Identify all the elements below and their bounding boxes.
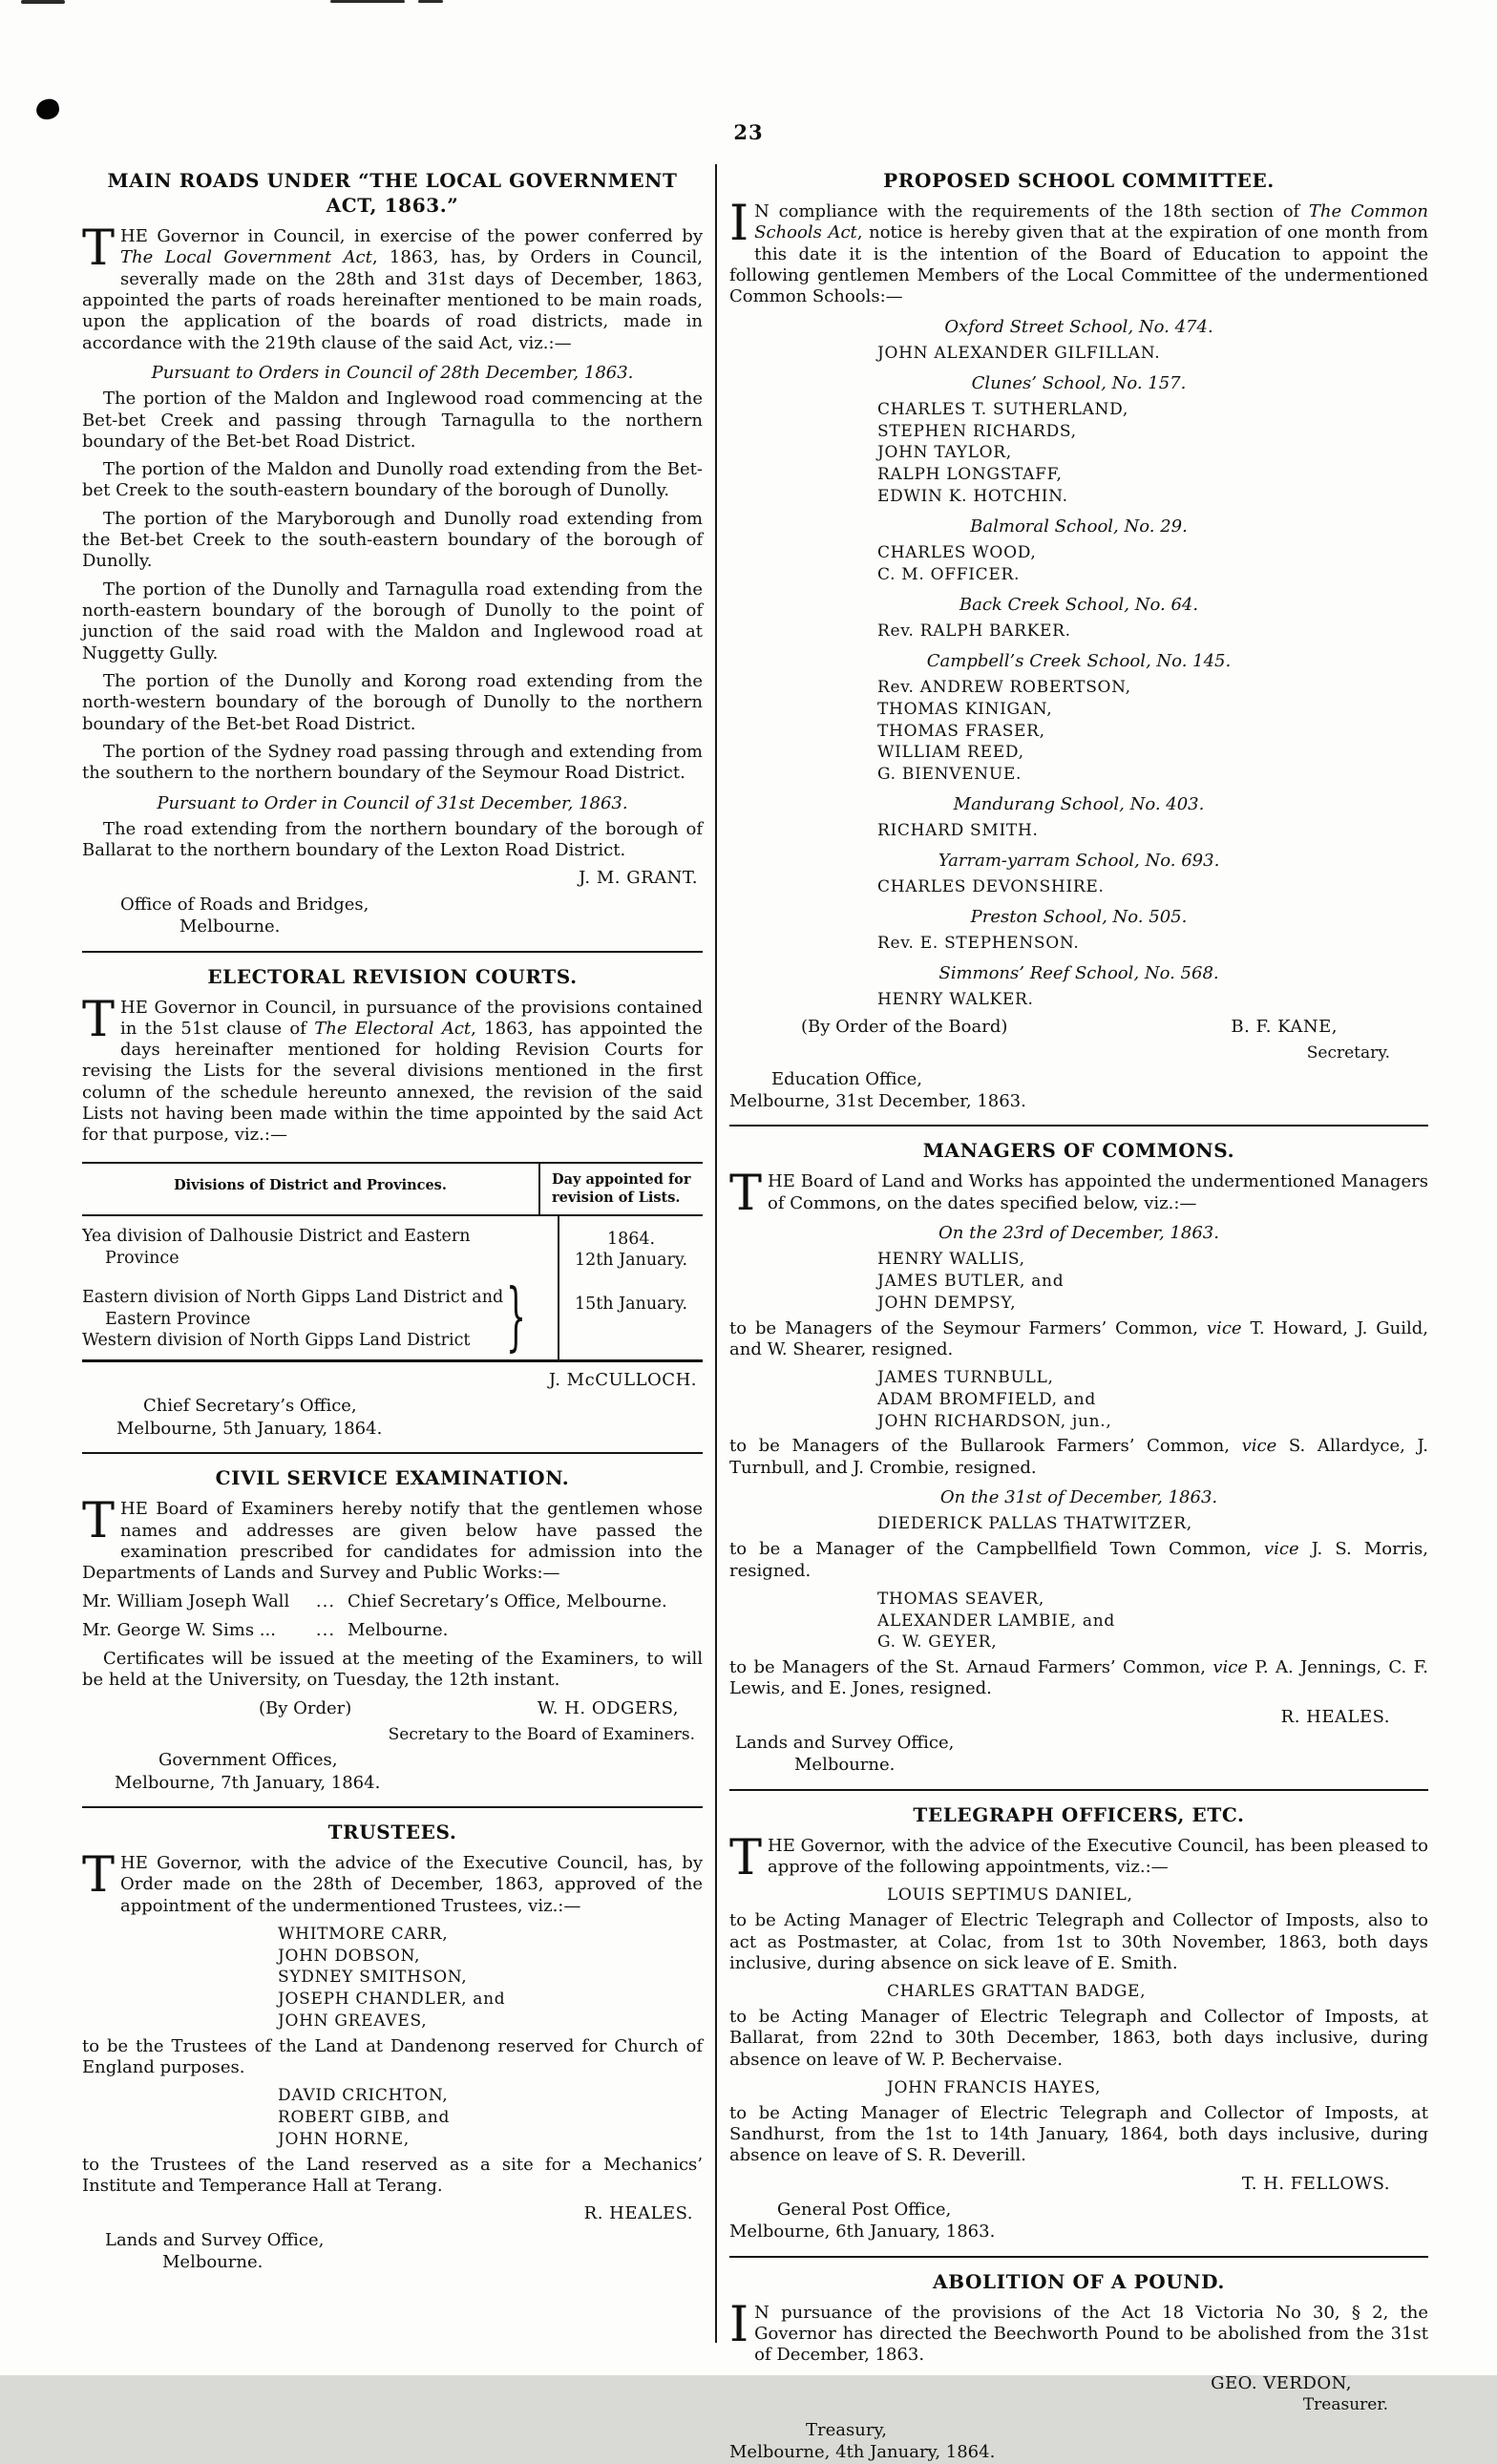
paragraph [729, 1829, 1428, 1886]
section-heading: TRUSTEES. [327, 1820, 457, 1843]
dropcap-initial: T [82, 991, 116, 1048]
by-order-line [729, 1017, 1428, 1038]
section-heading: ABOLITION OF A POUND. [933, 2269, 1225, 2293]
names-list [82, 2085, 703, 2150]
address-line: Melbourne. [162, 2251, 264, 2272]
paragraph-text: HE Governor in Council, in pursuance of the provisions contained in the 51st clause of The Electoral Act, 1863, has appointed the days hereinafter mentioned for holding Revision Courts for revising the Lists for the several divisions mentioned in the first column of the schedule hereunto annexed, the revision of the said Lists not having been made within the time appointed by the said Act for that purpose, viz.:— [82, 997, 703, 1146]
name: C. M. OFFICER. [877, 564, 1021, 584]
signature [82, 1370, 703, 1391]
italic-subheading: Balmoral School, No. 29. [970, 516, 1188, 537]
dot-leaders: ... [315, 1590, 336, 1611]
division-text: Eastern division of North Gipps Land District and Eastern Province [82, 1287, 504, 1329]
page-number: 23 [733, 120, 764, 144]
exam-candidate-row [82, 1591, 703, 1612]
paragraph: to be Acting Manager of Electric Telegraph and Collector of Imposts, also to act as Postmaster, at Colac, from 1st to 30th November, 1863, both days inclusive, during absence on sick leave of E. Smith. [729, 1910, 1428, 1973]
italic-subheading: Preston School, No. 505. [970, 907, 1188, 927]
signature-role: Treasurer. [1302, 2394, 1388, 2414]
italic-text: vice [1263, 1539, 1299, 1560]
brace-icon: } [505, 1274, 526, 1362]
section-divider [82, 951, 703, 953]
names-list [729, 542, 1428, 586]
dropcap-initial: T [82, 221, 116, 277]
name: CHARLES DEVONSHIRE. [877, 877, 1105, 897]
italic-subheading: On the 23rd of December, 1863. [938, 1222, 1219, 1243]
name: SYDNEY SMITHSON, [278, 1968, 468, 1988]
name: JOHN DEMPSY, [877, 1293, 1017, 1313]
name: Rev. E. STEPHENSON. [877, 934, 1080, 954]
italic-text: The Electoral Act [314, 1018, 472, 1039]
paragraph-text: HE Board of Examiners hereby notify that the gentlemen whose names and addresses are given below have passed the examination prescribed for candidates for admission into the Departments of Lands and Survey and Public Works:— [82, 1499, 703, 1584]
paragraph-text: HE Governor, with the advice of the Executive Council, has, by Order made on the 28th of December, 1863, approved of the appointment of the undermentioned Trustees, viz.:— [120, 1852, 703, 1916]
section-heading: MAIN ROADS UNDER “THE LOCAL GOVERNMENT ACT, 1863.” [107, 169, 678, 217]
signature [729, 1707, 1428, 1728]
name: DIEDERICK PALLAS THATWITZER, [877, 1514, 1192, 1534]
paragraph: The portion of the Dunolly and Tarnagulla road extending from the north-eastern boundary of the borough of Dunolly to the point of junction of the said road with the Maldon and Inglewood road at Nuggetty Gully. [82, 579, 703, 663]
name: G. W. GEYER, [877, 1632, 998, 1653]
name: CHARLES GRATTAN BADGE, [887, 1982, 1147, 2002]
names-list [729, 1981, 1428, 2003]
paragraph: to be the Trustees of the Land at Dandenong reserved for Church of England purposes. [82, 2035, 703, 2077]
names-list [729, 1249, 1428, 1314]
by-order-label: (By Order of the Board) [801, 1017, 1008, 1038]
division-text: Western division of North Gipps Land District [82, 1331, 471, 1351]
paragraph: to the Trustees of the Land reserved as a site for a Mechanics’ Institute and Temperance Hall at Terang. [82, 2154, 703, 2196]
names-list [729, 876, 1428, 898]
office-address [729, 1732, 1428, 1777]
names-list [729, 1513, 1428, 1535]
address-line: Lands and Survey Office, [105, 2229, 325, 2250]
paragraph-text: HE Board of Land and Works has appointed the undermentioned Managers of Commons, on the dates specified below, viz.:— [768, 1171, 1428, 1213]
section-divider [729, 1125, 1428, 1127]
paragraph: to be a Manager of the Campbellfield Town Common, vice J. S. Morris, resigned. [729, 1539, 1429, 1581]
italic-subheading: Yarram-yarram School, No. 693. [938, 850, 1220, 871]
italic-subheading: Back Creek School, No. 64. [959, 594, 1199, 615]
division-cell [82, 1274, 558, 1362]
names-list [729, 399, 1428, 508]
paragraph: The portion of the Maldon and Inglewood road commencing at the Bet-bet Creek and passing through Tarnagulla to the northern boundary of the Bet-bet Road District. [82, 389, 703, 452]
italic-subheading: Campbell’s Creek School, No. 145. [926, 650, 1232, 671]
signature-name: J. M. GRANT. [579, 868, 698, 889]
signature-name: J. McCULLOCH. [548, 1370, 697, 1391]
table-header-date: Day appointed for revision of Lists. [538, 1164, 703, 1215]
paragraph: The portion of the Dunolly and Korong road extending from the north-western boundary of the borough of Dunolly to the northern boundary of the Bet-bet Road District. [82, 670, 703, 734]
paragraph [82, 991, 703, 1147]
name: EDWIN K. HOTCHIN. [877, 487, 1068, 507]
office-address [82, 1395, 703, 1440]
paragraph [82, 1846, 703, 1917]
name: ALEXANDER LAMBIE, and [877, 1611, 1115, 1631]
names-list [729, 1885, 1428, 1906]
paragraph [729, 2296, 1428, 2367]
paragraph [729, 1166, 1428, 1223]
candidate-address: Chief Secretary’s Office, Melbourne. [348, 1590, 667, 1611]
section-divider [82, 1452, 703, 1454]
name: JOHN ALEXANDER GILFILLAN. [877, 343, 1161, 363]
name: WILLIAM REED, [877, 743, 1024, 763]
office-address [729, 2199, 1428, 2243]
address-line: Melbourne, 6th January, 1863. [729, 2222, 996, 2243]
paragraph [82, 221, 703, 354]
paragraph: to be Managers of the St. Arnaud Farmers’ Common, vice P. A. Jennings, C. F. Lewis, and E. Jones, resigned. [729, 1657, 1428, 1699]
address-line: Education Office, [771, 1068, 922, 1089]
dropcap-initial: I [729, 2296, 749, 2353]
office-address [82, 1749, 703, 1794]
office-address [82, 2229, 703, 2274]
signature-name: R. HEALES. [1280, 1706, 1390, 1727]
year-label: 1864. [606, 1230, 656, 1250]
address-line: Government Offices, [158, 1750, 338, 1771]
address-line: Melbourne, 5th January, 1864. [116, 1418, 383, 1439]
paragraph: The road extending from the northern boundary of the borough of Ballarat to the northern boundary of the Lexton Road District. [82, 818, 703, 861]
signature [729, 2373, 1428, 2415]
section-heading: PROPOSED SCHOOL COMMITTEE. [883, 169, 1275, 192]
names-list [729, 989, 1428, 1011]
date-cell [558, 1216, 703, 1277]
paragraph: Certificates will be issued at the meeting of the Examiners, to will be held at the University, on Tuesday, the 12th instant. [82, 1649, 703, 1691]
signature-name: T. H. FELLOWS. [1241, 2173, 1390, 2194]
italic-subheading: Mandurang School, No. 403. [953, 793, 1205, 814]
name: RALPH LONGSTAFF, [877, 465, 1063, 485]
office-address [82, 894, 703, 938]
name: JOHN FRANCIS HAYES, [887, 2077, 1102, 2097]
by-order-block [729, 1017, 1428, 1064]
date-cell [558, 1277, 703, 1359]
revision-courts-table [82, 1162, 703, 1362]
name: WHITMORE CARR, [278, 1924, 449, 1944]
name: LOUIS SEPTIMUS DANIEL, [887, 1885, 1133, 1906]
signature [82, 1725, 703, 1745]
signature-name: R. HEALES. [583, 2203, 693, 2224]
scan-artifact [21, 0, 65, 4]
italic-text: vice [1212, 1657, 1248, 1678]
signature [729, 2174, 1428, 2195]
signature-name: GEO. VERDON, [1211, 2372, 1352, 2393]
date-value: 15th January. [574, 1295, 688, 1315]
dropcap-initial: T [729, 1166, 763, 1223]
paragraph: to be Managers of the Seymour Farmers’ Common, vice T. Howard, J. Guild, and W. Shearer, resigned. [729, 1317, 1428, 1359]
name: G. BIENVENUE. [877, 765, 1023, 785]
paragraph-text: HE Governor in Council, in exercise of the power conferred by The Local Government Act, 1863, has, by Orders in Council, severally made on the 28th and 31st days of December, 1863, appointed the parts of roads hereinafter mentioned to be main roads, upon the application of the boards of road districts, made in accordance with the 219th clause of the said Act, viz.:— [82, 226, 703, 353]
date-value: 12th January. [574, 1251, 688, 1271]
division-cell [82, 1216, 558, 1277]
section-divider [729, 2256, 1428, 2258]
name: HENRY WALLIS, [877, 1250, 1025, 1270]
section-heading: TELEGRAPH OFFICERS, ETC. [913, 1802, 1245, 1826]
signature-name: B. F. KANE, [1231, 1017, 1338, 1038]
name: THOMAS FRASER, [877, 721, 1045, 741]
name: DAVID CRICHTON, [278, 2086, 449, 2106]
name: JOHN DOBSON, [278, 1946, 421, 1966]
exam-candidate-row [82, 1620, 703, 1641]
name: CHARLES WOOD, [877, 543, 1037, 563]
paragraph-text: HE Governor, with the advice of the Executive Council, has been pleased to approve of the following appointments, viz.:— [768, 1835, 1428, 1878]
name: JOHN RICHARDSON, jun., [877, 1411, 1112, 1431]
paragraph: to be Acting Manager of Electric Telegraph and Collector of Imposts, at Ballarat, from 22nd to 30th December, 1863, both days inclusive, during absence on leave of W. P. Bechervaise. [729, 2006, 1428, 2070]
name: Rev. RALPH BARKER. [877, 621, 1071, 641]
italic-text: vice [1241, 1436, 1277, 1457]
address-line: Melbourne. [794, 1755, 896, 1776]
paragraph [82, 1493, 703, 1584]
names-list [82, 1924, 703, 2032]
division-text: Yea division of Dalhousie District and Eastern Province [82, 1227, 471, 1269]
paragraph: The portion of the Maryborough and Dunolly road extending from the Bet-bet Creek to the south-eastern boundary of the borough of Dunolly. [82, 508, 703, 572]
name: Rev. ANDREW ROBERTSON, [877, 678, 1131, 698]
paragraph [729, 196, 1428, 308]
section-divider [729, 1789, 1428, 1791]
dot-leaders: ... [315, 1619, 336, 1640]
scan-artifact [418, 0, 443, 3]
italic-text: The Local Government Act [120, 247, 372, 268]
italic-subheading: Oxford Street School, No. 474. [944, 316, 1213, 337]
signature-role: Secretary to the Board of Examiners. [388, 1725, 695, 1745]
name: JOHN HORNE, [278, 2129, 410, 2149]
by-order-block [82, 1698, 703, 1745]
signature-name: W. H. ODGERS, [537, 1697, 679, 1718]
table-row [82, 1274, 703, 1362]
italic-text: The Common Schools Act [754, 201, 1428, 243]
italic-subheading: Clunes’ School, No. 157. [971, 372, 1187, 393]
left-column [82, 160, 703, 2352]
address-line: Melbourne, 31st December, 1863. [729, 1090, 1026, 1111]
names-list [729, 820, 1428, 842]
address-line: Melbourne. [179, 916, 281, 937]
italic-text: vice [1206, 1317, 1242, 1338]
scan-artifact [330, 0, 405, 3]
table-header-row [82, 1164, 703, 1217]
paragraph-text: N compliance with the requirements of the 18th section of The Common Schools Act, notice is hereby given that at the expiration of one month from this date it is the intention of the Board of Education to appoint the following gentlemen Members of the Local Committee of the undermentioned Common Schools:— [729, 201, 1428, 307]
paragraph: to be Acting Manager of Electric Telegraph and Collector of Imposts, at Sandhurst, from the 1st to 14th January, 1864, both days inclusive, during absence on leave of S. R. Deverill. [729, 2102, 1428, 2166]
address-line: General Post Office, [777, 2199, 952, 2220]
name: ADAM BROMFIELD, and [877, 1389, 1096, 1409]
table-row [82, 1216, 703, 1277]
dropcap-initial: T [82, 1493, 116, 1550]
name: THOMAS SEAVER, [877, 1589, 1045, 1609]
candidate-name: Mr. George W. Sims ... [82, 1619, 276, 1640]
paragraph: to be Managers of the Bullarook Farmers’ Common, vice S. Allardyce, J. Turnbull, and J. Crombie, resigned. [729, 1436, 1428, 1478]
ink-spot [34, 97, 61, 122]
name: RICHARD SMITH. [877, 821, 1039, 841]
by-order-line [82, 1698, 703, 1719]
name: JAMES TURNBULL, [877, 1368, 1054, 1388]
dropcap-initial: I [729, 196, 749, 252]
name: ROBERT GIBB, and [278, 2108, 451, 2128]
paragraph: The portion of the Maldon and Dunolly road extending from the Bet-bet Creek to the south-eastern boundary of the borough of Dunolly. [82, 459, 703, 501]
address-line: Melbourne, 7th January, 1864. [115, 1772, 381, 1793]
address-line: Chief Secretary’s Office, [143, 1396, 357, 1417]
names-list [729, 1367, 1428, 1432]
name: JOHN GREAVES, [278, 2011, 428, 2031]
italic-subheading: Pursuant to Orders in Council of 28th December, 1863. [151, 362, 634, 383]
candidate-address: Melbourne. [348, 1619, 449, 1640]
paragraph: The portion of the Sydney road passing through and extending from the southern to the northern boundary of the Seymour Road District. [82, 741, 703, 784]
by-order-label: (By Order) [259, 1697, 352, 1718]
address-line: Treasury, [806, 2419, 887, 2440]
signature-role: Secretary. [1306, 1043, 1390, 1064]
signature [82, 868, 703, 889]
right-column [729, 160, 1429, 2463]
address-line: Lands and Survey Office, [735, 1733, 955, 1754]
name: JAMES BUTLER, and [877, 1272, 1065, 1292]
column-divider [715, 164, 717, 2343]
section-heading: MANAGERS OF COMMONS. [922, 1139, 1235, 1163]
name: STEPHEN RICHARDS, [877, 421, 1077, 441]
name: CHARLES T. SUTHERLAND, [877, 399, 1128, 419]
names-list [729, 343, 1428, 365]
names-list [729, 677, 1428, 786]
address-line: Office of Roads and Bridges, [120, 894, 369, 915]
italic-subheading: Pursuant to Order in Council of 31st December, 1863. [157, 792, 628, 813]
names-list [729, 2077, 1428, 2099]
name: JOHN TAYLOR, [877, 443, 1012, 463]
paragraph-text: N pursuance of the provisions of the Act 18 Victoria No 30, § 2, the Governor has directed the Beechworth Pound to be abolished from the 31st of December, 1863. [754, 2302, 1428, 2366]
dropcap-initial: T [82, 1846, 116, 1904]
section-heading: CIVIL SERVICE EXAMINATION. [215, 1466, 570, 1490]
office-address [729, 2419, 1428, 2464]
address-line: Melbourne, 4th January, 1864. [729, 2442, 996, 2463]
names-list [729, 933, 1428, 955]
table-header-division: Divisions of District and Provinces. [174, 1176, 447, 1193]
signature [82, 2203, 703, 2224]
names-list [729, 1589, 1428, 1653]
name: THOMAS KINIGAN, [877, 699, 1053, 719]
section-heading: ELECTORAL REVISION COURTS. [207, 964, 578, 988]
italic-subheading: On the 31st of December, 1863. [939, 1487, 1218, 1508]
name: HENRY WALKER. [877, 990, 1034, 1010]
signature [729, 1043, 1428, 1064]
section-divider [82, 1806, 703, 1808]
italic-subheading: Simmons’ Reef School, No. 568. [938, 963, 1219, 984]
name: JOSEPH CHANDLER, and [278, 1990, 506, 2010]
candidate-name: Mr. William Joseph Wall [82, 1590, 290, 1611]
page-columns [82, 160, 1429, 2463]
office-address [729, 1068, 1428, 1113]
dropcap-initial: T [729, 1829, 763, 1886]
names-list [729, 621, 1428, 642]
